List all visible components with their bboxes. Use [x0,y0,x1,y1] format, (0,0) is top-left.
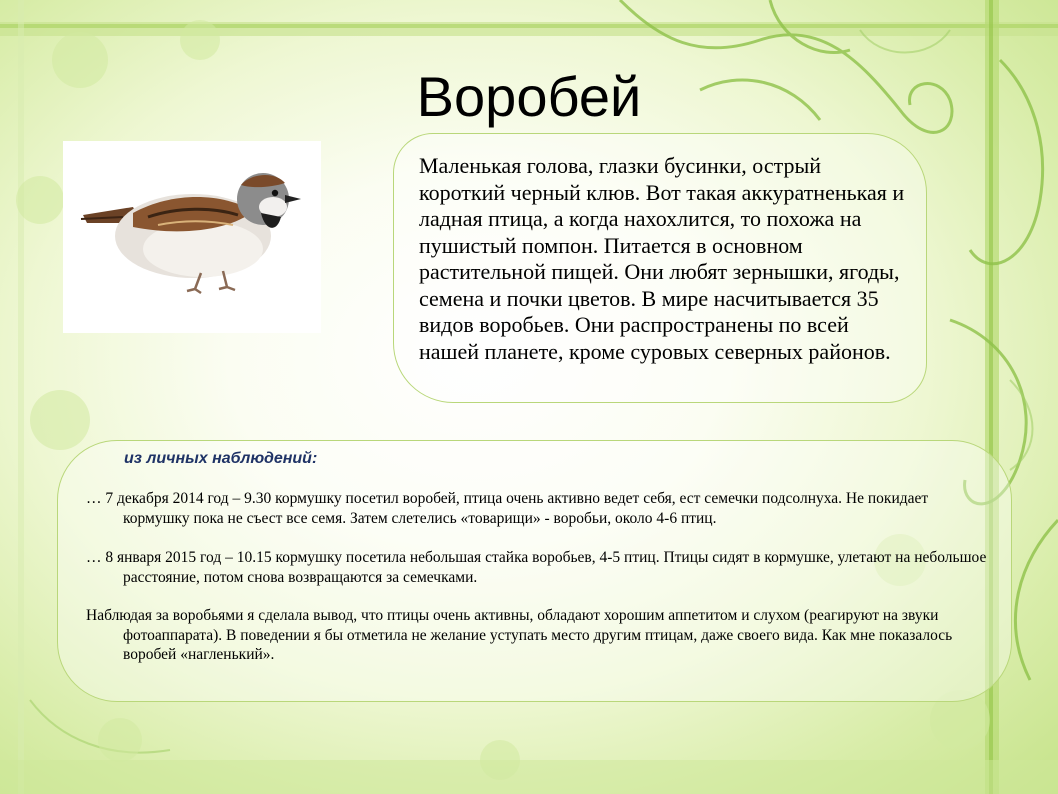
slide-title: Воробей [416,65,642,128]
description-box [393,133,927,403]
description-text: Маленькая голова, глазки бусинки, острый короткий черный клюв. Вот такая аккуратненькая и ладная птица, а когда нахохлится, то похожа на пушистый помпон. Питается в основном растительной пищей. Они любят зернышки, ягоды, семена и почки цветов. В мире насчитывается 35 видов воробьев. Они распространены по всей нашей планете, кроме суровых северных районов. [419,153,905,364]
sparrow-image [63,141,321,333]
observation-conclusion: Наблюдая за воробьями я сделала вывод, что птицы очень активны, обладают хорошим аппетитом и слухом (реагируют на звуки фотоаппарата). В поведении я бы отметила не желание уступать место другим птицам, даже своего вида. Как мне показалось воробей «нагленький». [86,607,953,663]
observations-heading: из личных наблюдений: [124,450,318,467]
observations-box [57,440,1012,702]
observation-entry-1: … 7 декабря 2014 год – 9.30 кормушку посетил воробей, птица очень активно ведет себя, ест семечки подсолнуха. Не покидает кормушку пока не съест все семя. Затем слетелись «товарищи» - воробьи, около 4-6 птиц. [86,490,929,527]
observation-entry-2: … 8 января 2015 год – 10.15 кормушку посетила небольшая стайка воробьев, 4-5 птиц. Птицы сидят в кормушке, улетают на небольшое расстояние, потом снова возвращаются за семечками. [86,549,987,586]
sparrow-icon [63,141,321,333]
